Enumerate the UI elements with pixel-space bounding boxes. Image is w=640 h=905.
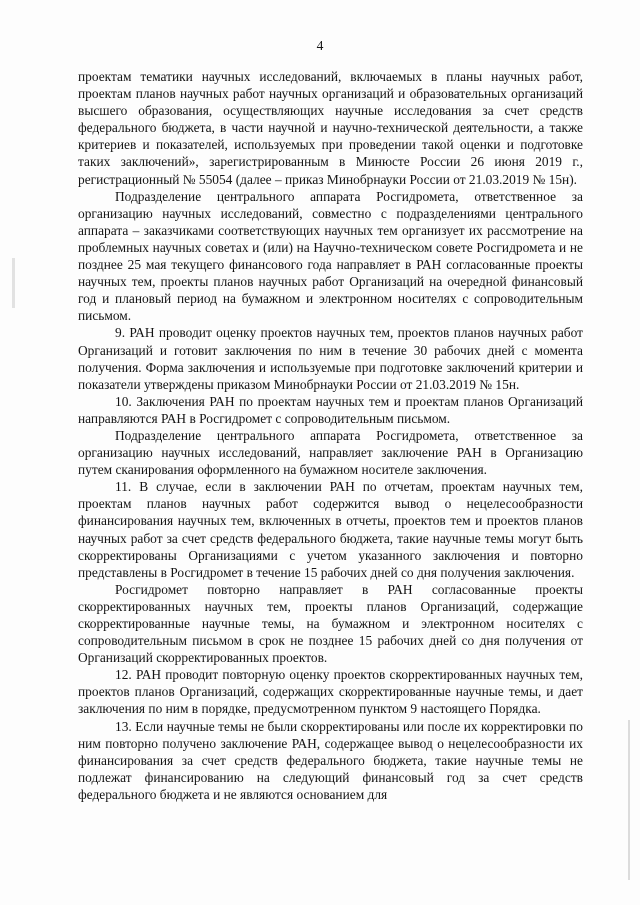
paragraph: Подразделение центрального аппарата Росгидромета, ответственное за организацию научных исследований, совместно с подразделениями центрального аппарата – заказчиками соответствующих научных тем организует их рассмотрение на проблемных научных советах и (или) на Научно-техническом совете Росгидромета и не позднее 25 мая текущего финансового года направляет в РАН согласованные проекты научных тем, проекты планов научных работ Организаций на очередной финансовый год и плановый период на бумажном и электронном носителях с сопроводительным письмом. xyxy=(78,188,583,324)
page-number: 4 xyxy=(316,38,324,53)
paragraph: Росгидромет повторно направляет в РАН согласованные проекты скорректированных научных тем, проекты планов Организаций, содержащие скорректированные научные темы, на бумажном и электронном носителях с сопроводительным письмом в срок не позднее 15 рабочих дней со дня получения от Организаций скорректированных проектов. xyxy=(78,581,583,666)
paragraph: Подразделение центрального аппарата Росгидромета, ответственное за организацию научных исследований, направляет заключение РАН в Организацию путем сканирования оформленного на бумажном носителе заключения. xyxy=(78,427,583,478)
paragraph: 12. РАН проводит повторную оценку проектов скорректированных научных тем, проектов планов Организаций, содержащих скорректированные научные темы, и дает заключения по ним в порядке, предусмотренном пунктом 9 настоящего Порядка. xyxy=(78,667,583,717)
document-body xyxy=(78,68,583,803)
paragraph: 9. РАН проводит оценку проектов научных тем, проектов планов научных работ Организаций и готовит заключения по ним в течение 30 рабочих дней с момента получения. Форма заключения и используемые при подготовке заключений критерии и показатели утверждены приказом Минобрнауки России от 21.03.2019 № 15н. xyxy=(78,325,583,392)
scan-artifact xyxy=(628,720,630,880)
scan-artifact xyxy=(12,258,15,308)
paragraph: 10. Заключения РАН по проектам научных тем и проектам планов Организаций направляются РАН в Росгидромет с сопроводительным письмом. xyxy=(78,393,583,426)
paragraph: 11. В случае, если в заключении РАН по отчетам, проектам научных тем, проектам планов научных работ содержится вывод о нецелесообразности финансирования научных тем, включенных в отчеты, проектов тем и проектов планов научных работ за счет средств федерального бюджета, такие научные темы могут быть скорректированы Организациями с учетом указанного заключения и повторно представлены в Росгидромет в течение 15 рабочих дней со дня получения заключения. xyxy=(78,479,583,580)
paragraph: проектам тематики научных исследований, включаемых в планы научных работ, проектам планов научных работ научных организаций и образовательных организаций высшего образования, осуществляющих научные исследования за счет средств федерального бюджета, в части научной и научно-технической деятельности, а также критериев и показателей, используемых при проведении такой оценки и подготовке таких заключений», зарегистрированным в Минюсте России 26 июня 2019 г., регистрационный № 55054 (далее – приказ Минобрнауки России от 21.03.2019 № 15н). xyxy=(78,69,583,187)
paragraph: 13. Если научные темы не были скорректированы или после их корректировки по ним повторно получено заключение РАН, содержащее вывод о нецелесообразности их финансирования за счет средств федерального бюджета, такие научные темы не подлежат финансированию на следующий финансовый год за счет средств федерального бюджета и не являются основанием для xyxy=(78,718,583,802)
